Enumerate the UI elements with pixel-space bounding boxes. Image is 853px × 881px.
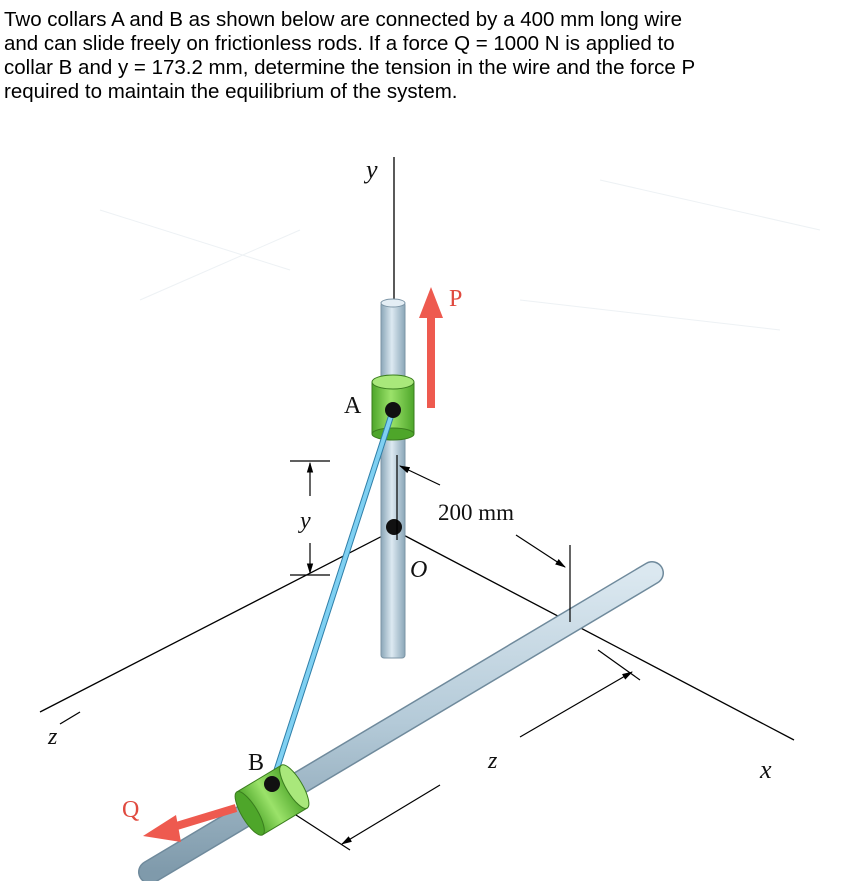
y-axis-label: y	[366, 155, 378, 184]
problem-line-4: required to maintain the equilibrium of the system.	[4, 80, 458, 103]
point-b-dot	[264, 776, 280, 792]
force-p-arrow	[419, 287, 443, 408]
label-200mm: 200 mm	[438, 500, 515, 525]
z-axis-line	[40, 530, 394, 712]
z-axis-label: z	[48, 724, 58, 750]
problem-line-1: Two collars A and B as shown below are connected by a 400 mm long wire	[4, 8, 683, 31]
problem-line-2: and can slide freely on frictionless rods. If a force Q = 1000 N is applied to	[4, 32, 675, 55]
x-axis-label: x	[760, 755, 772, 784]
label-q: Q	[122, 797, 140, 823]
collar-diagram-svg	[0, 140, 853, 881]
collar-diagram	[0, 140, 853, 881]
x-axis-parallel-line	[60, 712, 80, 724]
x-axis-line	[394, 530, 794, 740]
problem-statement	[4, 8, 849, 104]
label-b: B	[248, 750, 265, 776]
axis-lines	[40, 157, 794, 740]
point-a-dot	[385, 402, 401, 418]
dimension-200mm	[397, 455, 570, 622]
label-origin: O	[410, 557, 428, 583]
vertical-rod	[381, 299, 405, 658]
label-dim-y: y	[300, 508, 311, 534]
problem-line-3: collar B and y = 173.2 mm, determine the tension in the wire and the force P	[4, 56, 696, 79]
label-p: P	[449, 286, 463, 312]
label-dim-z: z	[488, 748, 498, 774]
origin-dot	[386, 519, 402, 535]
label-a: A	[344, 393, 362, 419]
